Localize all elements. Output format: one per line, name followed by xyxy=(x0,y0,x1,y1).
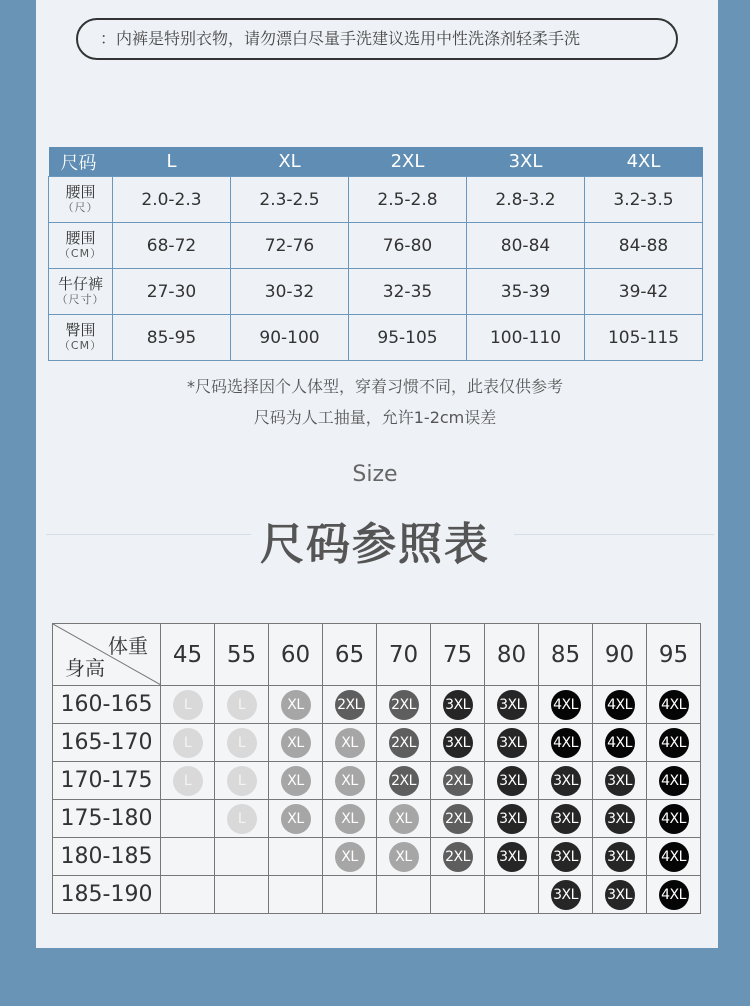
measurement-row xyxy=(49,177,703,223)
weight-header-row xyxy=(53,624,701,686)
size-badge: 3XL xyxy=(551,766,581,796)
measurement-cell: 68-72 xyxy=(113,223,231,269)
weight-header: 90 xyxy=(593,624,647,686)
measurement-corner: 尺码 xyxy=(49,147,113,177)
size-badge: 2XL xyxy=(335,690,365,720)
size-cell xyxy=(539,838,593,876)
size-cell xyxy=(539,724,593,762)
size-cell xyxy=(323,686,377,724)
size-badge: XL xyxy=(335,766,365,796)
size-badge: 4XL xyxy=(551,690,581,720)
size-badge: L xyxy=(173,690,203,720)
size-cell xyxy=(215,800,269,838)
size-badge: 4XL xyxy=(659,728,689,758)
size-grid-row xyxy=(53,762,701,800)
size-badge: 3XL xyxy=(443,690,473,720)
measurement-row xyxy=(49,315,703,361)
measurement-cell: 32-35 xyxy=(349,269,467,315)
measurement-cell: 84-88 xyxy=(585,223,703,269)
measurement-header-row xyxy=(49,147,703,177)
measurement-row-label xyxy=(49,269,113,315)
section-title: 尺码参照表 xyxy=(260,519,490,570)
size-badge: L xyxy=(227,690,257,720)
size-cell xyxy=(161,762,215,800)
height-range: 175-180 xyxy=(53,800,161,838)
size-badge: L xyxy=(173,766,203,796)
section-subtitle: Size xyxy=(352,462,398,487)
size-cell xyxy=(323,876,377,914)
size-cell xyxy=(323,762,377,800)
size-badge: L xyxy=(227,728,257,758)
size-cell xyxy=(539,686,593,724)
size-badge: 3XL xyxy=(605,766,635,796)
size-cell xyxy=(647,686,701,724)
size-cell xyxy=(377,762,431,800)
size-cell xyxy=(647,838,701,876)
size-cell xyxy=(323,800,377,838)
size-cell xyxy=(269,876,323,914)
measurement-cell: 76-80 xyxy=(349,223,467,269)
size-badge: 4XL xyxy=(605,690,635,720)
size-badge: 2XL xyxy=(389,728,419,758)
size-cell xyxy=(485,686,539,724)
measurement-cell: 100-110 xyxy=(467,315,585,361)
size-badge: 2XL xyxy=(389,766,419,796)
size-cell xyxy=(269,800,323,838)
size-cell xyxy=(269,838,323,876)
size-header: L xyxy=(113,147,231,177)
measurement-cell: 3.2-3.5 xyxy=(585,177,703,223)
size-badge: 3XL xyxy=(497,690,527,720)
size-badge: L xyxy=(173,728,203,758)
size-badge: 4XL xyxy=(659,766,689,796)
weight-header: 80 xyxy=(485,624,539,686)
size-badge: 4XL xyxy=(605,728,635,758)
row-label-unit: （CM） xyxy=(58,338,103,352)
size-badge: 3XL xyxy=(551,804,581,834)
measurement-cell: 90-100 xyxy=(231,315,349,361)
size-grid-row xyxy=(53,686,701,724)
size-badge: 3XL xyxy=(605,880,635,910)
size-badge: 3XL xyxy=(497,804,527,834)
size-badge: 3XL xyxy=(605,842,635,872)
size-cell xyxy=(161,686,215,724)
measurement-cell: 2.8-3.2 xyxy=(467,177,585,223)
size-cell xyxy=(215,876,269,914)
height-range: 165-170 xyxy=(53,724,161,762)
size-cell xyxy=(377,800,431,838)
height-range: 170-175 xyxy=(53,762,161,800)
size-badge: XL xyxy=(281,690,311,720)
weight-header: 60 xyxy=(269,624,323,686)
size-cell xyxy=(377,876,431,914)
size-badge: 3XL xyxy=(551,880,581,910)
size-cell xyxy=(593,762,647,800)
size-cell xyxy=(593,686,647,724)
size-cell xyxy=(485,876,539,914)
row-label-text: 臀围 xyxy=(65,320,96,339)
size-badge: 2XL xyxy=(443,804,473,834)
size-cell xyxy=(647,724,701,762)
size-grid-row xyxy=(53,876,701,914)
size-cell xyxy=(323,724,377,762)
size-cell xyxy=(377,724,431,762)
size-cell xyxy=(323,838,377,876)
measurement-cell: 95-105 xyxy=(349,315,467,361)
size-badge: 3XL xyxy=(497,842,527,872)
measurement-cell: 105-115 xyxy=(585,315,703,361)
weight-header: 75 xyxy=(431,624,485,686)
size-badge: L xyxy=(227,766,257,796)
measurement-row-label xyxy=(49,223,113,269)
size-badge: 4XL xyxy=(659,690,689,720)
size-badge: 4XL xyxy=(659,804,689,834)
weight-header: 85 xyxy=(539,624,593,686)
measure-note: 尺码为人工抽量，允许1-2cm误差 xyxy=(253,408,497,427)
size-cell xyxy=(647,762,701,800)
measurement-cell: 2.0-2.3 xyxy=(113,177,231,223)
size-grid xyxy=(52,623,701,914)
size-cell xyxy=(485,762,539,800)
measurement-cell: 80-84 xyxy=(467,223,585,269)
size-badge: 3XL xyxy=(605,804,635,834)
weight-header: 65 xyxy=(323,624,377,686)
size-cell xyxy=(215,762,269,800)
grid-corner xyxy=(53,624,161,686)
size-cell xyxy=(485,724,539,762)
size-cell xyxy=(269,762,323,800)
size-cell xyxy=(431,876,485,914)
size-cell xyxy=(431,724,485,762)
care-notice: ：内裤是特别衣物，请勿漂白尽量手洗建议选用中性洗涤剂轻柔手洗 xyxy=(76,18,678,60)
measurement-row xyxy=(49,223,703,269)
row-label-text: 腰围 xyxy=(65,228,96,247)
size-cell xyxy=(539,762,593,800)
size-header: 4XL xyxy=(585,147,703,177)
measurement-row-label xyxy=(49,315,113,361)
size-badge: 3XL xyxy=(497,766,527,796)
row-label-unit: （尺寸） xyxy=(56,292,105,306)
size-badge: 2XL xyxy=(443,842,473,872)
size-cell xyxy=(647,876,701,914)
row-label-text: 腰围 xyxy=(65,182,96,201)
size-cell xyxy=(215,686,269,724)
size-header: XL xyxy=(231,147,349,177)
size-badge: XL xyxy=(281,766,311,796)
size-badge: XL xyxy=(389,804,419,834)
measurement-cell: 2.3-2.5 xyxy=(231,177,349,223)
row-label-unit: （CM） xyxy=(58,246,103,260)
height-range: 160-165 xyxy=(53,686,161,724)
size-cell xyxy=(485,800,539,838)
weight-header: 95 xyxy=(647,624,701,686)
size-badge: XL xyxy=(335,804,365,834)
size-cell xyxy=(593,876,647,914)
weight-header: 55 xyxy=(215,624,269,686)
size-cell xyxy=(377,686,431,724)
size-cell xyxy=(431,762,485,800)
size-badge: XL xyxy=(335,728,365,758)
size-cell xyxy=(161,724,215,762)
size-cell xyxy=(431,686,485,724)
size-cell xyxy=(431,800,485,838)
size-badge: 3XL xyxy=(497,728,527,758)
size-cell xyxy=(269,686,323,724)
measurement-cell: 30-32 xyxy=(231,269,349,315)
size-badge: 3XL xyxy=(551,842,581,872)
size-badge: 2XL xyxy=(443,766,473,796)
size-badge: 4XL xyxy=(551,728,581,758)
measurement-cell: 39-42 xyxy=(585,269,703,315)
measurement-cell: 35-39 xyxy=(467,269,585,315)
measurement-row xyxy=(49,269,703,315)
row-label-text: 牛仔裤 xyxy=(57,274,103,293)
size-badge: 2XL xyxy=(389,690,419,720)
size-cell xyxy=(539,800,593,838)
height-label: 身高 xyxy=(65,656,105,680)
row-label-unit: （尺） xyxy=(62,200,99,214)
size-grid-row xyxy=(53,838,701,876)
size-badge: XL xyxy=(281,804,311,834)
size-cell xyxy=(539,876,593,914)
weight-header: 45 xyxy=(161,624,215,686)
size-cell xyxy=(377,838,431,876)
size-cell xyxy=(647,800,701,838)
measurement-row-label xyxy=(49,177,113,223)
size-badge: 4XL xyxy=(659,880,689,910)
size-cell xyxy=(215,724,269,762)
size-cell xyxy=(593,724,647,762)
height-range: 180-185 xyxy=(53,838,161,876)
size-grid-row xyxy=(53,724,701,762)
height-range: 185-190 xyxy=(53,876,161,914)
size-cell xyxy=(161,838,215,876)
measurement-cell: 27-30 xyxy=(113,269,231,315)
size-badge: 3XL xyxy=(443,728,473,758)
size-cell xyxy=(269,724,323,762)
size-header: 2XL xyxy=(349,147,467,177)
weight-header: 70 xyxy=(377,624,431,686)
size-note: *尺码选择因个人体型，穿着习惯不同，此表仅供参考 xyxy=(186,377,563,396)
measurement-cell: 2.5-2.8 xyxy=(349,177,467,223)
size-cell xyxy=(593,838,647,876)
size-badge: XL xyxy=(335,842,365,872)
size-cell xyxy=(161,876,215,914)
measurement-cell: 85-95 xyxy=(113,315,231,361)
size-cell xyxy=(485,838,539,876)
size-cell xyxy=(431,838,485,876)
size-badge: XL xyxy=(281,728,311,758)
measurement-table xyxy=(48,147,703,361)
size-cell xyxy=(593,800,647,838)
size-grid-row xyxy=(53,800,701,838)
size-cell xyxy=(161,800,215,838)
size-badge: 4XL xyxy=(659,842,689,872)
size-header: 3XL xyxy=(467,147,585,177)
size-cell xyxy=(215,838,269,876)
weight-label: 体重 xyxy=(108,634,148,658)
size-badge: L xyxy=(227,804,257,834)
measurement-cell: 72-76 xyxy=(231,223,349,269)
size-badge: XL xyxy=(389,842,419,872)
